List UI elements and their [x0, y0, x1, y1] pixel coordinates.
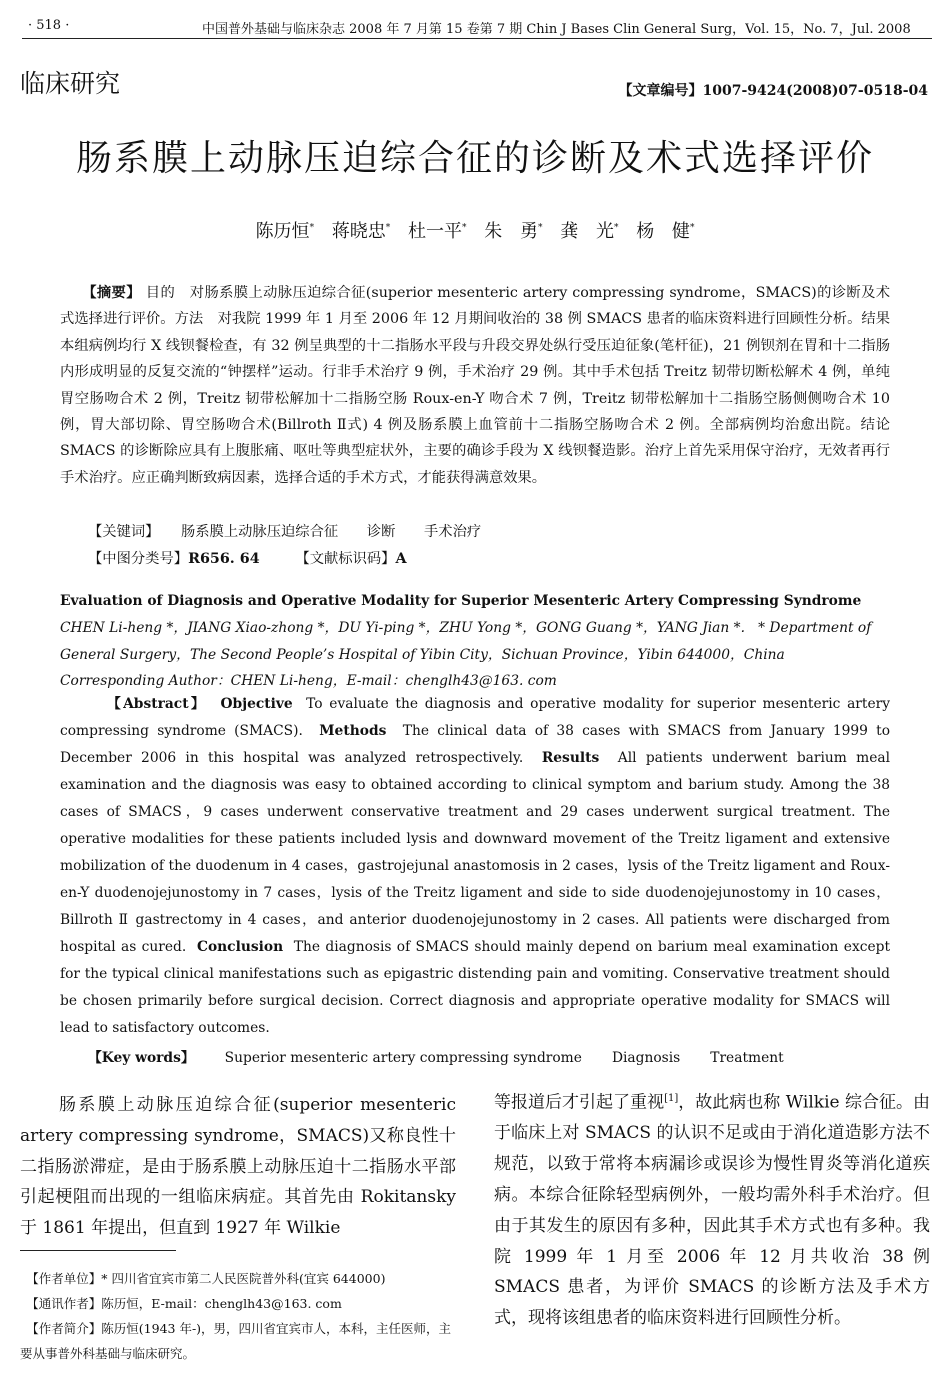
article-number: 【文章编号】1007-9424(2008)07-0518-04: [618, 83, 928, 99]
author: 朱 勇: [484, 221, 538, 242]
section-label: 临床研究: [20, 69, 121, 98]
english-authors: CHEN Li-heng *，JIANG Xiao-zhong *，DU Yi-ping *，ZHU Yong *，GONG Guang *，YANG Jian *.: [60, 619, 745, 636]
author: 蒋晓忠: [331, 221, 386, 242]
journal-citation: 中国普外基础与临床杂志 2008 年 7 月第 15 卷第 7 期 Chin J Bases Clin General Surg，Vol. 15，No. 7，Jul. 2008: [202, 22, 911, 37]
corresponding-author: Corresponding Author：CHEN Li-heng，E-mail：chenglh43@163. com: [60, 673, 557, 690]
english-title: Evaluation of Diagnosis and Operative Modality for Superior Mesenteric Artery Compressing Syndrome: [60, 593, 862, 609]
footnote-correspondence: 【通讯作者】陈历恒，E-mail：chenglh43@163. com: [32, 1296, 342, 1311]
body-column-left: 肠系膜上动脉压迫综合征(superior mesenteric artery compressing syndrome，SMACS)又称良性十二指肠淤滞症，是由于肠系膜上动脉压迫十二指肠水平部引起梗阻而出现的一组临床病症。其首先由 Rokitansky 于 1861 年提出，但直到 1927 年 Wilkie: [20, 1095, 457, 1239]
footnote-bio: 【作者简介】陈历恒(1943 年-)，男，四川省宜宾市人，本科，主任医师，主要从事普外科基础与临床研究。: [20, 1321, 452, 1361]
footnote-divider: [20, 1250, 176, 1251]
author: 杨 健: [636, 221, 690, 242]
author-list: 陈历恒* 蒋晓忠* 杜一平* 朱 勇* 龚 光* 杨 健*: [255, 221, 695, 242]
english-title-block: [60, 588, 890, 695]
body-column-right: 等报道后才引起了重视[1]，故此病也称 Wilkie 综合征。由于临床上对 SMACS 的认识不足或由于消化道造影方法不规范，以致于常将本病漏诊或误诊为慢性胃炎等消化道疾病。本综合征除轻型病例外，一般均需外科手术治疗。但由于其发生的原因有多种，因此其手术方式也有多种。我院 1999 年 1 月至 2006 年 12 月共收治 38 例 SMACS 患者，为评价 SMACS 的诊断方法及手术方式，现将该组患者的临床资料进行回顾性分析。: [494, 1092, 931, 1329]
page-number: · 518 ·: [28, 18, 70, 33]
footnote-unit: 【作者单位】* 四川省宜宾市第二人民医院普外科(宜宾 644000): [32, 1271, 386, 1286]
english-affiliation: * Department of General Surgery，The Second People’s Hospital of Yibin City，Sichuan Province，Yibin 644000，China: [60, 619, 872, 663]
article-title: 肠系膜上动脉压迫综合征的诊断及术式选择评价: [75, 138, 874, 179]
abstract-chinese: 【摘要】 目的 对肠系膜上动脉压迫综合征(superior mesenteric artery compressing syndrome，SMACS)的诊断及术式选择进行评价。方法 对我院 1999 年 1 月至 2006 年 12 月期间收治的 38 例 SMACS 患者的临床资料进行回顾性分析。结果 本组病例均行 X 线钡餐检查，有 32 例呈典型的十二指肠水平段与升段交界处纵行受压迫征象(笔杆征)，21 例钡剂在胃和十二指肠内形成明显的反复交流的“钟摆样”运动。行非手术治疗 9 例，手术治疗 29 例。其中手术包括 Treitz 韧带切断松解术 4 例，单纯胃空肠吻合术 2 例，Treitz 韧带松解加十二指肠空肠 Roux-en-Y 吻合术 7 例，Treitz 韧带松解加十二指肠空肠侧侧吻合术 10 例，胃大部切除、胃空肠吻合术(Billroth Ⅱ式) 4 例及肠系膜上血管前十二指肠空肠吻合术 2 例。全部病例均治愈出院。结论 SMACS 的诊断除应具有上腹胀痛、呕吐等典型症状外，主要的确诊手段为 X 线钡餐造影。治疗上首先采用保守治疗，无效者再行手术治疗。应正确判断致病因素，选择合适的手术方式，才能获得满意效果。: [60, 285, 891, 486]
abstract-english: 【Abstract】 Objective To evaluate the diagnosis and operative modality for superior mesenteric artery compressing syndrome (SMACS). Methods The clinical data of 38 cases with SMACS from January 1999 to December 2006 in this hospital was analyzed retrospectively. Results All patients underwent barium meal examination and the diagnosis was easy to obtained according to clinical symptom and barium study. Among the 38 cases of SMACS，9 cases underwent conservative treatment and 29 cases underwent surgical treatment. The operative modalities for these patients included lysis and downward movement of the Treitz ligament and extensive mobilization of the duodenum in 4 cases，gastrojejunal anastomosis in 2 cases，lysis of the Treitz ligament and Roux-en-Y duodenojejunostomy in 7 cases，lysis of the Treitz ligament and side to side duodenojejunostomy in 10 cases，Billroth Ⅱ gastrectomy in 4 cases，and anterior duodenojejunostomy in 2 cases. All patients were discharged from hospital as cured. Conclusion The diagnosis of SMACS should mainly depend on barium meal examination except for the typical clinical manifestations such as epigastric distending pain and vomiting. Conservative treatment should be chosen primarily before surgical decision. Correct diagnosis and appropriate operative modality for SMACS will lead to satisfactory outcomes.: [60, 696, 891, 1036]
keywords-chinese: 【关键词】 肠系膜上动脉压迫综合征 诊断 手术治疗: [88, 524, 482, 540]
author: 龚 光: [560, 221, 614, 242]
author: 陈历恒: [255, 221, 310, 242]
reference-marker[interactable]: [1]: [664, 1093, 679, 1104]
footnotes: [20, 1266, 456, 1366]
running-header: [22, 14, 932, 39]
author: 杜一平: [408, 221, 463, 242]
classification-codes: 【中图分类号】R656. 64 【文献标识码】A: [88, 551, 407, 567]
keywords-english: 【Key words】 Superior mesenteric artery compressing syndrome Diagnosis Treatment: [88, 1050, 784, 1066]
